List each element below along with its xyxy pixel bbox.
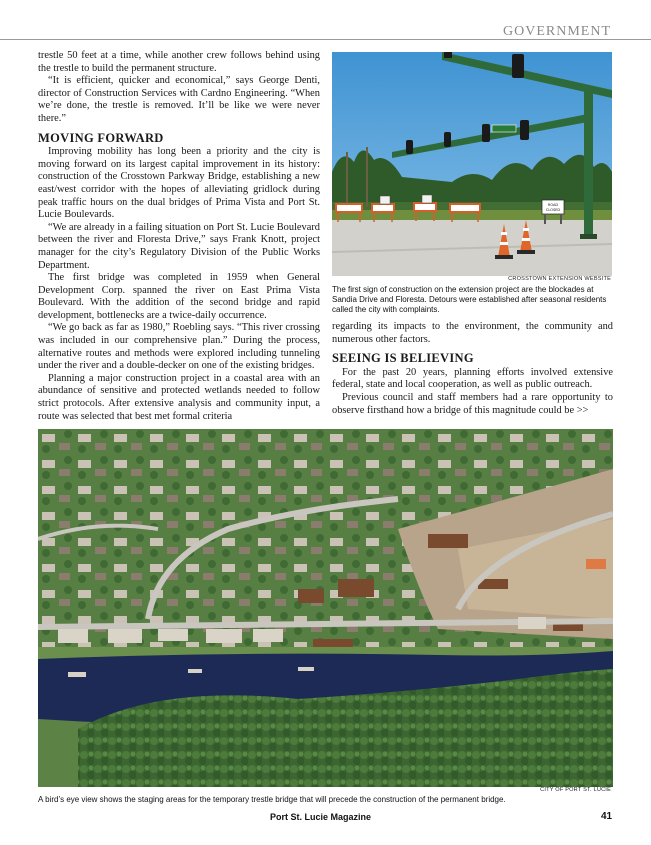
magazine-name: Port St. Lucie Magazine [270, 812, 372, 822]
paragraph: “We are already in a failing situation on Port St. Lucie Boulevard between the river and Floresta Drive,” says Frank Knott, project manager for the city’s Regulatory Division of the Public Works Department. [38, 221, 320, 271]
svg-text:CLOSED: CLOSED [545, 208, 561, 212]
header-rule [0, 39, 651, 40]
paragraph: trestle 50 feet at a time, while another crew follows behind using the trestle to build the permanent structure. [38, 50, 320, 74]
section-heading: MOVING FORWARD [38, 130, 164, 145]
right-text-column [332, 321, 613, 417]
section-heading: SEEING IS BELIEVING [332, 351, 474, 366]
page-number: 41 [601, 811, 613, 822]
photo-credit: CITY OF PORT ST. LUCIE [540, 787, 611, 793]
photo-caption: The first sign of construction on the extension project are the blockades at Sandia Drive and Floresta. Detours were established after seasonal residents called the city with complaints. [332, 285, 607, 315]
paragraph: For the past 20 years, planning efforts involved extensive federal, state and local cooperation, as well as public outreach. [332, 366, 613, 391]
paragraph: “We go back as far as 1980,” Roebling says. “This river crossing was included in our comprehensive plan.” During the process, alternative routes and methods were explored including tunneling under the river and a double-decker on one of the existing bridges. [38, 322, 320, 372]
paragraph: Improving mobility has long been a priority and the city is moving forward on its largest capital improvement in its history: construction of the Crosstown Parkway Bridge, establishing a new east/west corridor with the hopes of alleviating gridlock during peak traffic hours on the dual bridges of Prima Vista and Port St. Lucie Boulevards. [38, 146, 320, 221]
paragraph: Previous council and staff members had a rare opportunity to observe firsthand how a bridge of this magnitude could be >> [332, 391, 613, 416]
left-text-column [38, 50, 320, 423]
photo-credit: CROSSTOWN EXTENSION WEBSITE [508, 276, 611, 282]
aerial-photo-illustration [38, 429, 613, 787]
road-closed-sign-text: ROAD [547, 203, 559, 207]
photo-caption: A bird’s eye view shows the staging areas for the temporary trestle bridge that will precede the construction of the permanent bridge. [38, 795, 506, 804]
paragraph: “It is efficient, quicker and economical,” says George Denti, director of Construction Services with Cardno Engineering. “When we’re done, the trestle is removed. It’ll be like we were never there.” [38, 75, 320, 124]
blockade-photo-illustration [332, 52, 612, 276]
section-label: GOVERNMENT [503, 24, 611, 39]
construction-blockade-photo [332, 52, 612, 276]
paragraph: regarding its impacts to the environment, the community and numerous other factors. [332, 321, 613, 345]
aerial-staging-photo [38, 429, 613, 787]
paragraph: Planning a major construction project in a coastal area with an abundance of sensitive and protected wetlands needed to follow strict protocols. After extensive analysis and community input, a route was selected that best met formal criteria [38, 372, 320, 422]
paragraph: The first bridge was completed in 1959 when General Development Corp. spanned the river on East Prima Vista Boulevard. With the addition of the second bridge and rapid development, bottlenecks are a twice-daily occurrence. [38, 272, 320, 321]
